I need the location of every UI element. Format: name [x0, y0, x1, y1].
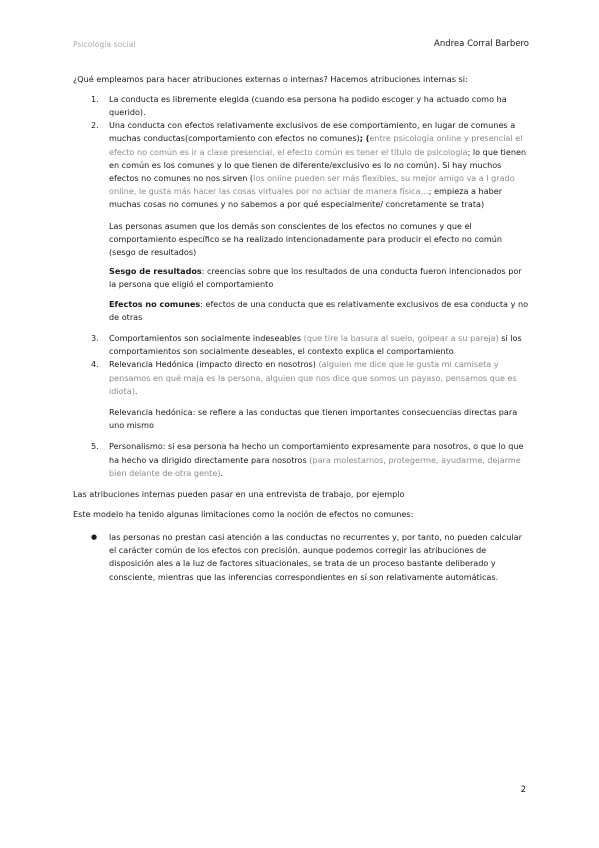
definition-sesgo [73, 265, 530, 291]
list-item-text: . [134, 385, 138, 396]
example-text: (alguien me dice que le gusta mi camiseta y pensamos en qué maja es la persona, alguien que nos dice que somos un payaso, pensamos que es idiota) [109, 359, 517, 396]
definition-text: : creencias sobre que los resultados de una conducta fueron intencionados por la persona que eligió el comportamiento [109, 266, 522, 290]
bullet-item [73, 531, 530, 584]
list-number: 1. [91, 93, 99, 104]
page-number: 2 [520, 785, 526, 795]
list-item-text: si los comportamientos son socialmente deseables, el contexto explica el comportamiento [109, 332, 522, 357]
list-number: 5. [91, 441, 99, 452]
definition-term: Sesgo de resultados [109, 266, 202, 277]
example-text: (que tire la basura al suelo, golpear a su pareja) [301, 332, 499, 343]
list-item-4 [73, 358, 530, 398]
paragraph-entrevista: Las atribuciones internas pueden pasar en una entrevista de trabajo, por ejemplo [73, 488, 405, 499]
definition-efectos [73, 298, 530, 324]
paragraph-asumen: Las personas asumen que los demás son conscientes de los efectos no comunes y que el comportamiento específico se ha realizado intencionadamente para producir el efecto no común (sesgo de resultados) [109, 220, 502, 257]
list-item-2 [73, 119, 530, 211]
intro-question: ¿Qué empleamos para hacer atribuciones externas o internas? Hacemos atribuciones internas si: [73, 74, 468, 84]
list-item-text: . [220, 467, 224, 478]
list-item-5 [73, 440, 530, 480]
list-item-text: ; empieza a haber muchas cosas no comunes y no sabemos a por qué especialmente/ concretamente se trata) [109, 186, 503, 210]
list-item-text: ; lo que tienen en común es los comunes y lo que tienen de diferente/exclusivo es lo no común). Si hay muchos efectos no comunes no nos sirven ( [109, 146, 527, 183]
header-author-name: Andrea Corral Barbero [434, 39, 529, 49]
example-text: los online pueden ser más flexibles, su mejor amigo va a l grado online, le gusta más hacer las cosas virtuales por no actuar de manera física… [109, 172, 515, 197]
bullet-text: las personas no prestan casi atención a las conductas no recurrentes y, por tanto, no pueden calcular el carácter común de los efectos con precisión. aunque podemos corregir las atribuciones de disposición ales a la luz de factores situacionales, se trata de un proceso bastante deliberado y consciente, mientras que las inferencias correspondientes en sí son relativamente automáticas. [109, 531, 522, 582]
definition-term: Efectos no comunes [109, 298, 201, 309]
list-item-text: Personalismo: si esa persona ha hecho un comportamiento expresamente para nosotros, o que lo que ha hecho va dirigido directamente para nosotros [109, 441, 524, 465]
list-number: 3. [91, 332, 99, 343]
list-number: 2. [91, 120, 99, 131]
list-number: 4. [91, 359, 99, 370]
definition-text: : efectos de una conducta que es relativamente exclusivos de esa conducta y no de otras [109, 298, 529, 322]
list-item-3 [73, 332, 530, 358]
header-course-title: Psicología social [73, 40, 136, 49]
document-body [73, 73, 530, 584]
paragraph-relevancia: Relevancia hedónica: se refiere a las conductas que tienen importantes consecuencias directas para uno mismo [109, 406, 518, 431]
list-item-bold: ; ( [359, 133, 370, 144]
example-text: entre psicología online y presencial el efecto no común es ir a clase presencial, el efecto común es tener el título de psicología [109, 133, 523, 157]
list-item-text: Una conducta con efectos relativamente exclusivos de ese comportamiento, en lugar de comunes a muchas conductas(comportamiento con efectos no comunes) [109, 120, 516, 144]
list-item-text: La conducta es libremente elegida (cuando esa persona ha podido escoger y ha actuado como ha querido). [109, 93, 507, 117]
list-item-1 [73, 93, 530, 119]
paragraph-modelo: Este modelo ha tenido algunas limitaciones como la noción de efectos no comunes: [73, 508, 414, 519]
list-item-text: Comportamientos son socialmente indeseables [109, 332, 302, 343]
list-item-text: Relevancia Hedónica (impacto directo en nosotros) [109, 359, 316, 370]
example-text: (para molestarnos, protegerme, ayudarme, dejarme bien delante de otra gente) [109, 454, 521, 478]
bullet-icon: ● [91, 532, 98, 541]
